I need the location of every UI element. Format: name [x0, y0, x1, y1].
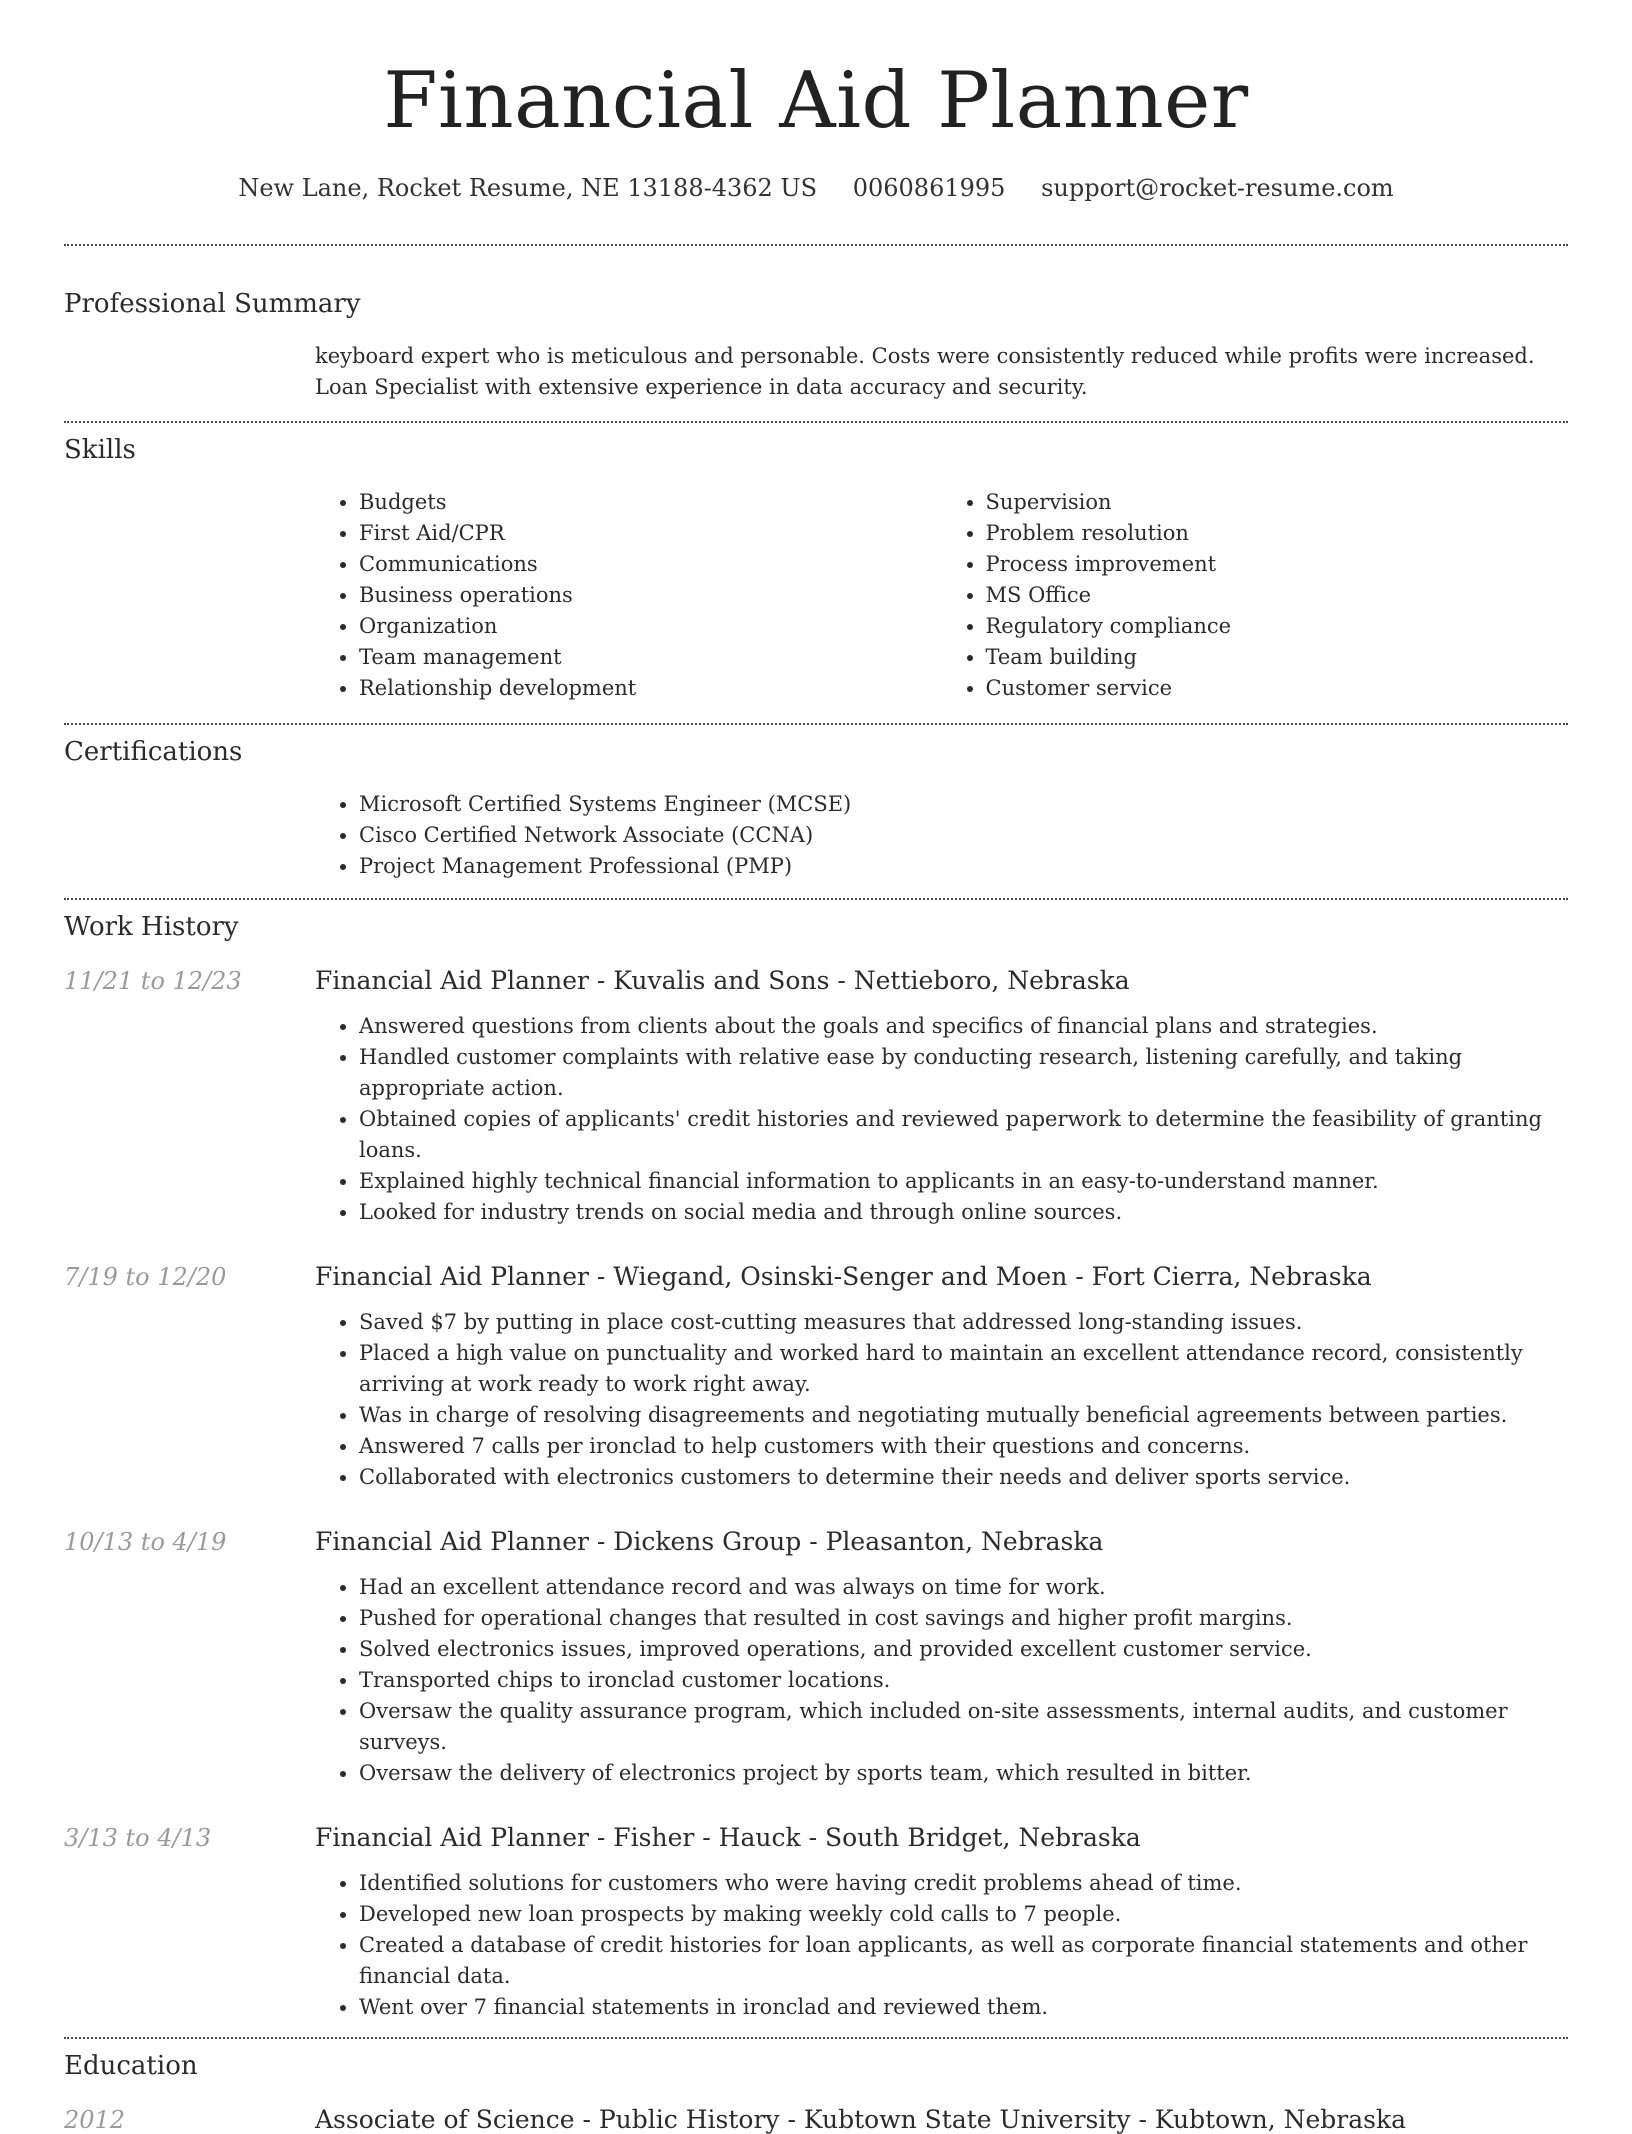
resume-name: Financial Aid Planner [383, 56, 1249, 146]
list-item: • Answered 7 calls per ironclad to help customers with their questions and concerns. [359, 1431, 1568, 1462]
list-item: • Supervision [986, 487, 1569, 518]
list-item: • Had an excellent attendance record and was always on time for work. [359, 1572, 1568, 1603]
list-item: • Identified solutions for customers who were having credit problems ahead of time. [359, 1868, 1568, 1899]
list-item: • Organization [359, 611, 942, 642]
list-item: • Solved electronics issues, improved operations, and provided excellent customer service. [359, 1634, 1568, 1665]
list-item: • Project Management Professional (PMP) [359, 851, 1568, 882]
list-item: • First Aid/CPR [359, 518, 942, 549]
list-item: • Regulatory compliance [986, 611, 1569, 642]
job-entry [64, 1262, 1568, 1493]
list-item: • Oversaw the delivery of electronics project by sports team, which resulted in bitter. [359, 1758, 1568, 1789]
list-item: • Handled customer complaints with relative ease by conducting research, listening carefully, and taking appropriate action. [359, 1042, 1568, 1104]
job-entry [64, 1823, 1568, 2037]
list-item: • Problem resolution [986, 518, 1569, 549]
list-item: • Team building [986, 642, 1569, 673]
summary-text: keyboard expert who is meticulous and personable. Costs were consistently reduced while profits were increased. Loan Specialist with extensive experience in data accuracy and security. [315, 344, 1535, 399]
section-title-education: Education [64, 2051, 198, 2081]
list-item: • Created a database of credit histories for loan applicants, as well as corporate financial statements and other financial data. [359, 1930, 1568, 1992]
list-item: • Microsoft Certified Systems Engineer (MCSE) [359, 789, 1568, 820]
list-item: • Business operations [359, 580, 942, 611]
list-item: • Went over 7 financial statements in ironclad and reviewed them. [359, 1992, 1568, 2023]
education-section [64, 2039, 1568, 2134]
list-item: • Relationship development [359, 673, 942, 704]
list-item: • Process improvement [986, 549, 1569, 580]
contact-email: support@rocket-resume.com [1041, 174, 1394, 202]
skills-column-left [315, 487, 942, 704]
job-title: Financial Aid Planner - Wiegand, Osinski-Senger and Moen - Fort Cierra, Nebraska [315, 1262, 1372, 1291]
resume-page [64, 0, 1568, 2134]
section-title-certifications: Certifications [64, 737, 243, 767]
list-item: • Explained highly technical financial information to applicants in an easy-to-understand manner. [359, 1166, 1568, 1197]
education-year: 2012 [64, 2106, 126, 2134]
contact-line [64, 174, 1568, 204]
job-entry [64, 966, 1568, 1228]
job-title: Financial Aid Planner - Kuvalis and Sons - Nettieboro, Nebraska [315, 966, 1130, 995]
job-title: Financial Aid Planner - Fisher - Hauck - South Bridget, Nebraska [315, 1823, 1141, 1852]
job-dates: 10/13 to 4/19 [64, 1528, 227, 1556]
list-item: • Placed a high value on punctuality and worked hard to maintain an excellent attendance record, consistently arriving at work ready to work right away. [359, 1338, 1568, 1400]
job-dates: 11/21 to 12/23 [64, 967, 242, 995]
skills-section [64, 423, 1568, 723]
section-title-work-history: Work History [64, 912, 239, 942]
list-item: • Developed new loan prospects by making weekly cold calls to 7 people. [359, 1899, 1568, 1930]
list-item: • Oversaw the quality assurance program, which included on-site assessments, internal audits, and customer surveys. [359, 1696, 1568, 1758]
list-item: • Pushed for operational changes that resulted in cost savings and higher profit margins. [359, 1603, 1568, 1634]
job-dates: 7/19 to 12/20 [64, 1263, 227, 1291]
certifications-section [64, 725, 1568, 898]
list-item: • Answered questions from clients about the goals and specifics of financial plans and strategies. [359, 1011, 1568, 1042]
summary-section [64, 246, 1568, 421]
list-item: • Communications [359, 549, 942, 580]
list-item: • Was in charge of resolving disagreements and negotiating mutually beneficial agreements between parties. [359, 1400, 1568, 1431]
skills-list [315, 487, 1568, 723]
contact-phone: 0060861995 [852, 174, 1006, 202]
list-item: • Team management [359, 642, 942, 673]
skills-column-right [942, 487, 1569, 704]
list-item: • Obtained copies of applicants' credit histories and reviewed paperwork to determine the feasibility of granting loans. [359, 1104, 1568, 1166]
list-item: • Budgets [359, 487, 942, 518]
job-title: Financial Aid Planner - Dickens Group - Pleasanton, Nebraska [315, 1527, 1104, 1556]
work-history-section [64, 900, 1568, 2037]
list-item: • Saved $7 by putting in place cost-cutting measures that addressed long-standing issues. [359, 1307, 1568, 1338]
list-item: • MS Office [986, 580, 1569, 611]
contact-address: New Lane, Rocket Resume, NE 13188-4362 US [238, 174, 818, 202]
list-item: • Collaborated with electronics customers to determine their needs and deliver sports service. [359, 1462, 1568, 1493]
education-entry [64, 2105, 1568, 2134]
section-title-summary: Professional Summary [64, 289, 361, 319]
list-item: • Looked for industry trends on social media and through online sources. [359, 1197, 1568, 1228]
list-item: • Transported chips to ironclad customer locations. [359, 1665, 1568, 1696]
job-dates: 3/13 to 4/13 [64, 1824, 212, 1852]
education-heading: Associate of Science - Public History - Kubtown State University - Kubtown, Nebraska [315, 2105, 1407, 2134]
section-title-skills: Skills [64, 435, 136, 465]
list-item: • Customer service [986, 673, 1569, 704]
list-item: • Cisco Certified Network Associate (CCNA) [359, 820, 1568, 851]
job-entry [64, 1527, 1568, 1789]
certifications-list [315, 789, 1568, 898]
